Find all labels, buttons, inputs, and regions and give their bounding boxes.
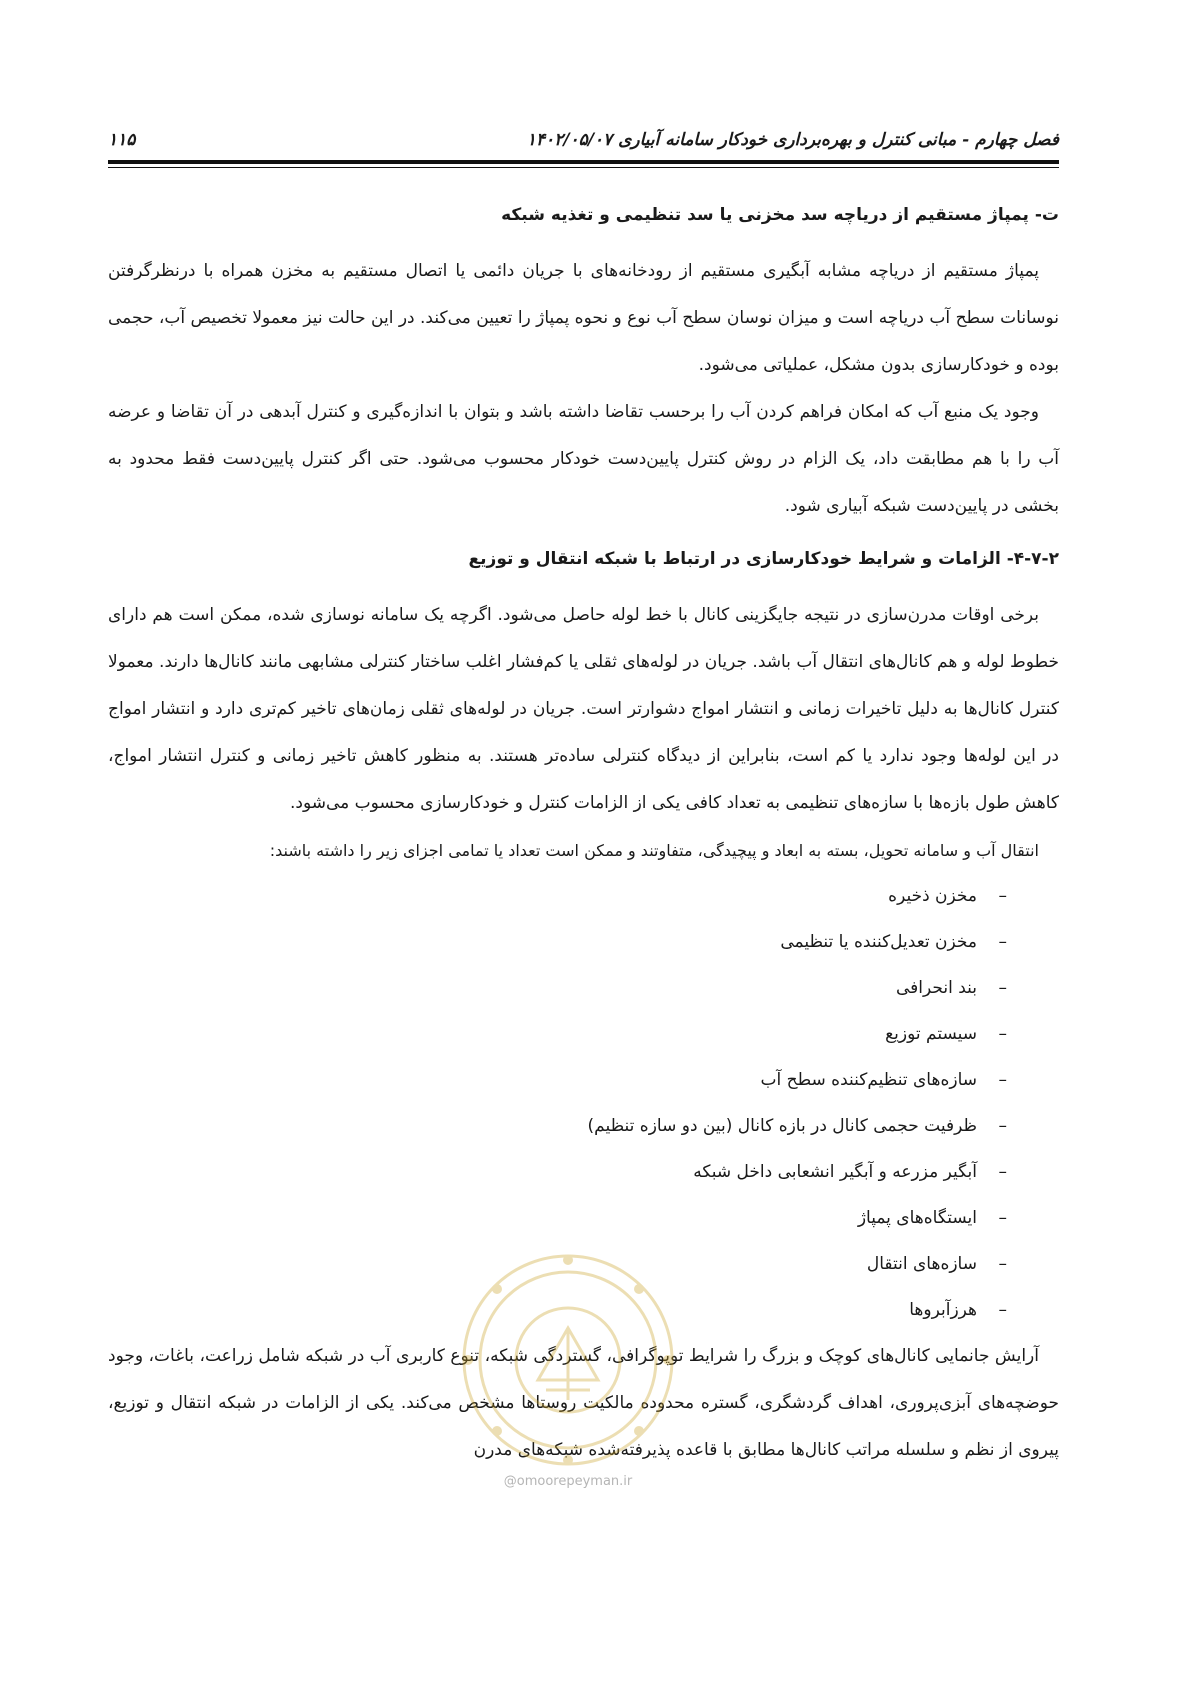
paragraph: برخی اوقات مدرن‌سازی در نتیجه جایگزینی کانال با خط لوله حاصل می‌شود. اگرچه یک سامانه نوسازی شده، ممکن است هم دارای خطوط لوله و هم کانال‌های انتقال آب باشد. جریان در لوله‌های ثقلی یا کم‌فشار اغلب ساختار کنترلی مشابهی مانند کانال‌ها دارند. معمولا کنترل کانال‌ها به دلیل تاخیرات زمانی و انتشار امواج دشوارتر است. جریان در لوله‌های ثقلی زمان‌های تاخیر کم‌تری دارد و انتشار امواج در این لوله‌ها وجود ندارد یا کم است، بنابراین از دیدگاه کنترلی ساده‌تر هستند. به منظور کاهش تاخیر زمانی و کنترل انتشار امواج، کاهش طول بازه‌ها با سازه‌های تنظیمی به تعداد کافی یکی از الزامات کنترل و خودکارسازی محسوب می‌شود. [108, 605, 1059, 813]
list-item [108, 919, 1007, 965]
component-list [108, 873, 1059, 1333]
list-item [108, 1287, 1007, 1333]
list-item [108, 873, 1007, 919]
list-item-text: سیستم توزیع [885, 1024, 977, 1044]
list-item-text: مخزن ذخیره [888, 886, 977, 906]
header-rule-thin [108, 167, 1059, 168]
paragraph: پمپاژ مستقیم از دریاچه مشابه آبگیری مستقیم از رودخانه‌های با جریان دائمی یا اتصال مستقیم به مخزن همراه با درنظرگرفتن نوسانات سطح آب دریاچه است و میزان نوسان سطح آب نوع و نحوه پمپاژ را تعیین می‌کند. در این حالت نیز معمولا تخصیص آب، حجمی بوده و خودکارسازی بدون مشکل، عملیاتی می‌شود. [108, 261, 1059, 375]
watermark-url: @omoorepeyman.ir [503, 1474, 633, 1489]
page-number: ۱۱۵ [108, 130, 136, 150]
list-dash: – [998, 978, 1007, 998]
section-heading-t: ت- پمپاژ مستقیم از دریاچه سد مخزنی یا سد تنظیمی و تغذیه شبکه [501, 205, 1059, 225]
list-item-text: ظرفیت حجمی کانال در بازه کانال (بین دو سازه تنظیم) [587, 1116, 977, 1136]
section-heading-4-7-2: ۴-۷-۲- الزامات و شرایط خودکارسازی در ارتباط با شبکه انتقال و توزیع [468, 549, 1059, 569]
list-item [108, 1149, 1007, 1195]
list-dash: – [998, 1116, 1007, 1136]
list-item-text: سازه‌های تنظیم‌کننده سطح آب [760, 1070, 977, 1090]
list-item-text: بند انحرافی [895, 978, 977, 998]
body-content [108, 200, 1059, 1474]
list-item [108, 1241, 1007, 1287]
list-item [108, 1103, 1007, 1149]
list-item [108, 1011, 1007, 1057]
list-dash: – [998, 932, 1007, 952]
list-dash: – [998, 1024, 1007, 1044]
list-dash: – [998, 886, 1007, 906]
list-dash: – [998, 1070, 1007, 1090]
list-item-text: مخزن تعدیل‌کننده یا تنظیمی [780, 932, 977, 952]
list-item [108, 1195, 1007, 1241]
list-item [108, 965, 1007, 1011]
list-item [108, 1057, 1007, 1103]
list-item-text: آبگیر مزرعه و آبگیر انشعابی داخل شبکه [693, 1162, 977, 1182]
list-dash: – [998, 1208, 1007, 1228]
paragraph: آرایش جانمایی کانال‌های کوچک و بزرگ را شرایط توپوگرافی، گستردگی شبکه، تنوع کاربری آب در شبکه شامل زراعت، باغات، وجود حوضچه‌های آبزی‌پروری، اهداف گردشگری، گستره محدوده مالکیت روستاها مشخص می‌کند. یکی از الزامات در شبکه انتقال و توزیع، پیروی از نظم و سلسله مراتب کانال‌ها مطابق با قاعده پذیرفته‌شده شبکه‌های مدرن [108, 1346, 1059, 1460]
paragraph: وجود یک منبع آب که امکان فراهم کردن آب را برحسب تقاضا داشته باشد و بتوان با اندازه‌گیری و کنترل آبدهی در آن تقاضا و عرضه آب را با هم مطابقت داد، یک الزام در روش کنترل پایین‌دست خودکار محسوب می‌شود. حتی اگر کنترل پایین‌دست فقط محدود به بخشی در پایین‌دست شبکه آبیاری شود. [108, 402, 1059, 516]
chapter-title: فصل چهارم - مبانی کنترل و بهره‌برداری خودکار سامانه آبیاری ۱۴۰۲/۰۵/۰۷ [526, 130, 1059, 150]
list-item-text: هرزآبروها [909, 1300, 977, 1320]
list-item-text: سازه‌های انتقال [866, 1254, 977, 1274]
list-intro: انتقال آب و سامانه تحویل، بسته به ابعاد و پیچیدگی، متفاوتند و ممکن است تعداد یا تمامی اجزای زیر را داشته باشند: [269, 841, 1039, 860]
list-dash: – [998, 1300, 1007, 1320]
list-dash: – [998, 1162, 1007, 1182]
list-item-text: ایستگاه‌های پمپاژ [857, 1208, 977, 1228]
list-dash: – [998, 1254, 1007, 1274]
header-rule-thick [108, 160, 1059, 164]
